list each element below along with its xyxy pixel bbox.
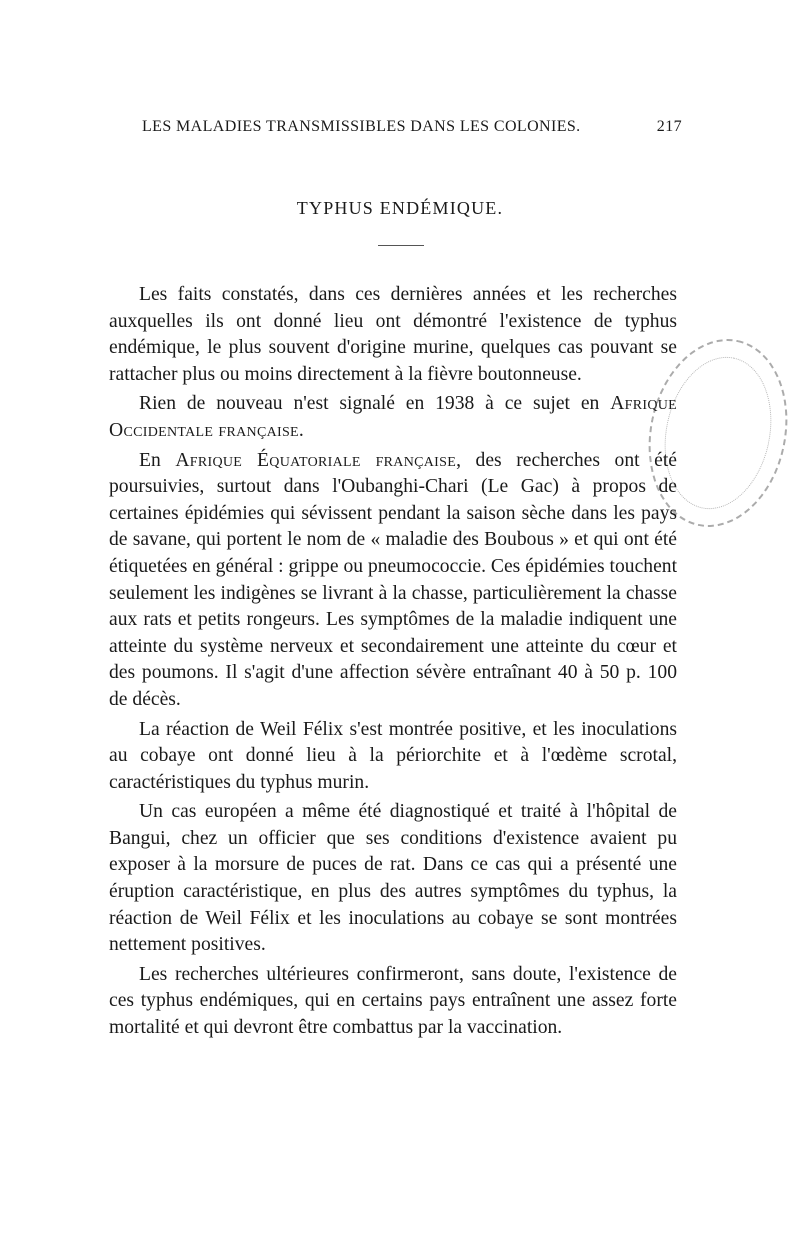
paragraph: Les recherches ultérieures confirmeront, sans doute, l'existence de ces typhus endémiques, qui en certains pays entraînent une assez forte mortalité et qui devront être combattus par la vaccination.	[109, 963, 677, 1039]
paragraph: Un cas européen a même été diagnostiqué et traité à l'hôpital de Bangui, chez un officier que ses conditions d'existence avaient pu exposer à la morsure de puces de rat. Dans ce cas qui a présenté une éruption caractéristique, en plus des autres symptômes du typhus, la réaction de Weil Félix et les inoculations au cobaye se sont montrées nettement positives.	[109, 801, 677, 956]
paragraph-text: , des recherches ont été poursuivies, surtout dans l'Oubanghi-Chari (Le Gac) à propos de certaines épidémies qui sévissent pendant la saison sèche dans les pays de savane, qui portent le nom de « maladie des Boubous » et qui ont été étiquetées en général : grippe ou pneumococcie. Ces épidémies touchent seulement les indigènes se livrant à la chasse, particulièrement la chasse aux rats et petits rongeurs. Les symptômes de la maladie indiquent une atteinte du système nerveux et secondairement une atteinte du cœur et des poumons. Il s'agit d'une affection sévère entraînant 40 à 50 p. 100 de décès.	[109, 449, 678, 710]
paragraph	[109, 448, 677, 714]
paragraph: Les faits constatés, dans ces dernières années et les recherches auxquelles ils ont donné lieu ont démontré l'existence de typhus endémique, le plus souvent d'origine murine, quelques cas pouvant se rattacher plus ou moins directement à la fièvre boutonneuse.	[109, 284, 677, 385]
stamp-inner-ring	[651, 347, 785, 519]
paragraph-text: Rien de nouveau n'est signalé en 1938 à ce sujet en	[139, 393, 611, 415]
page-number: 217	[656, 118, 682, 135]
paragraph: La réaction de Weil Félix s'est montrée positive, et les inoculations au cobaye ont donné lieu à la périorchite et à l'œdème scrotal, caractéristiques du typhus murin.	[109, 718, 677, 793]
paragraph-text: .	[298, 419, 304, 441]
body-text	[109, 282, 677, 1045]
region-name: Afrique Occidentale française	[109, 393, 677, 441]
paragraph	[109, 391, 677, 444]
section-title: TYPHUS ENDÉMIQUE.	[296, 198, 504, 218]
running-header	[142, 118, 682, 136]
title-divider	[378, 245, 424, 246]
region-name: Afrique Équatoriale française	[175, 449, 457, 471]
running-title: LES MALADIES TRANSMISSIBLES DANS LES COLONIES.	[142, 118, 581, 135]
paragraph-text: En	[139, 449, 176, 471]
